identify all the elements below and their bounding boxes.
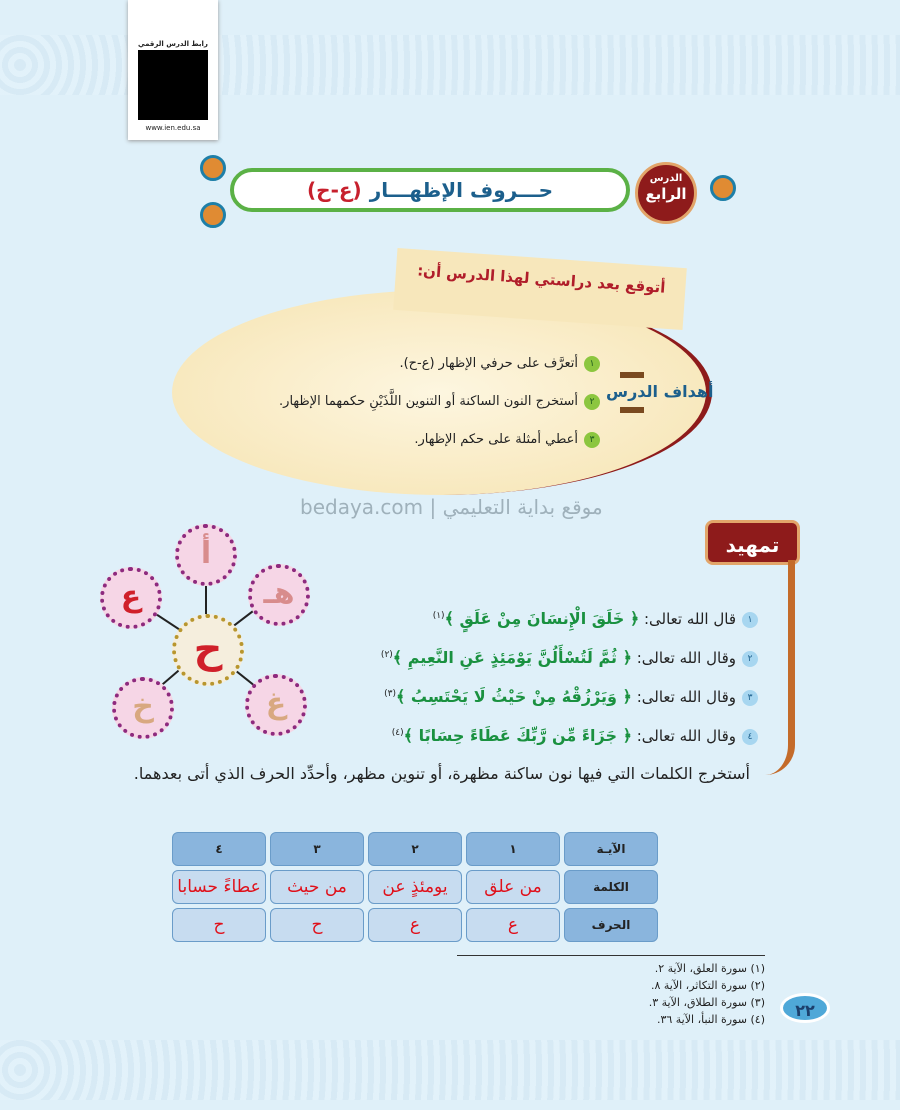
ornament-icon [200,155,226,181]
answer-cell[interactable]: عطاءً حسابا [172,870,266,904]
verse-number: ٣ [742,690,758,706]
answer-cell[interactable]: يومئذٍ عن [368,870,462,904]
table-cell: ٢ [368,832,462,866]
verse-intro: وقال الله تعالى: [636,688,736,706]
goal-text: أعطي أمثلة على حكم الإظهار. [414,432,578,447]
footnote: (١) سورة العلق، الآية ٢. [654,962,765,975]
verse-intro: وقال الله تعالى: [636,727,736,745]
answer-cell[interactable]: ح [172,908,266,942]
letter-ain: ع [100,567,162,629]
watermark: bedaya.com | موقع بداية التعليمي [300,495,603,519]
tamhid-badge: تمهيد [705,520,800,565]
page-number: ٢٢ [780,993,830,1023]
lesson-title [230,168,630,212]
goal-number: ٣ [584,432,600,448]
bottom-pattern [0,1040,900,1100]
row-header: الكلمة [564,870,658,904]
verse-item [308,598,758,637]
qr-caption: رابط الدرس الرقمي [138,40,208,48]
letter-ghain: غ [245,674,307,736]
verse-ref: (٤) [391,728,404,738]
qr-card[interactable] [128,0,218,140]
letter-kha: خ [112,677,174,739]
verse-number: ٤ [742,729,758,745]
goal-item [205,383,600,421]
goal-item [205,345,600,383]
goal-text: أتعرَّف على حرفي الإظهار (ع-ح). [399,356,578,371]
title-text: حـــروف الإظهـــار [369,178,553,202]
table-cell: ٤ [172,832,266,866]
table-row [172,832,658,866]
row-header: الحرف [564,908,658,942]
answer-cell[interactable]: من علق [466,870,560,904]
footnote: (٤) سورة النبأ، الآية ٣٦. [656,1013,765,1026]
letter-haa-center: ح [172,614,244,686]
answer-table [168,828,662,946]
answer-cell[interactable]: ع [466,908,560,942]
goals-intro: أتوقع بعد دراستي لهذا الدرس أن: [393,248,687,330]
table-cell: ١ [466,832,560,866]
arrow-icon [620,407,644,413]
answer-cell[interactable]: ع [368,908,462,942]
row-header: الآيـة [564,832,658,866]
verses-list [308,598,758,754]
verse-text: ﴿ وَيَرْزُقْهُ مِنْ حَيْثُ لَا يَحْتَسِبُ ﴾ [395,687,632,706]
answer-cell[interactable]: من حيث [270,870,364,904]
verse-item [308,676,758,715]
qr-url[interactable]: www.ien.edu.sa [145,124,201,132]
title-letters: (ع-ح) [307,178,362,202]
letter-alef: أ [175,524,237,586]
verse-text: ﴿ خَلَقَ الْإِنسَانَ مِنْ عَلَقٍ ﴾ [444,609,640,628]
verse-ref: (٢) [380,650,393,660]
letter-ha: هـ [248,564,310,626]
lesson-banner [140,150,760,230]
verse-item [308,637,758,676]
instruction: أستخرج الكلمات التي فيها نون ساكنة مظهرة، أو تنوين مظهر، وأحدِّد الحرف الذي أتى بعدهما. [133,764,750,783]
ornament-icon [710,175,736,201]
lesson-number: الرابع [645,185,687,203]
table-row [172,870,658,904]
verse-intro: قال الله تعالى: [643,610,736,628]
letters-diagram [100,522,300,742]
verse-text: ﴿ جَزَاءً مِّن رَّبِّكَ عَطَاءً حِسَابًا ﴾ [403,726,632,745]
footnote-divider [457,955,765,956]
verse-number: ٢ [742,651,758,667]
ornament-icon [200,202,226,228]
goal-number: ٢ [584,394,600,410]
footnote: (٢) سورة التكاثر، الآية ٨. [650,979,765,992]
lesson-label: الدرس [649,173,683,184]
lesson-badge [635,162,697,224]
goal-item [205,421,600,459]
footnotes [560,960,765,1028]
goals-label: أهداف الدرس [606,382,714,401]
table-cell: ٣ [270,832,364,866]
table-row [172,908,658,942]
goal-text: أستخرج النون الساكنة أو التنوين اللَّذَيْنِ حكمهما الإظهار. [279,394,578,409]
verse-item [308,715,758,754]
arrow-icon [620,372,644,378]
goals-list [205,345,600,459]
qr-code-icon[interactable] [138,50,208,120]
verse-number: ١ [742,612,758,628]
verse-ref: (٣) [384,689,396,699]
footnote: (٣) سورة الطلاق، الآية ٣. [648,996,765,1009]
decorative-branch [765,560,795,775]
verse-ref: (١) [432,611,445,621]
goal-number: ١ [584,356,600,372]
verse-intro: وقال الله تعالى: [636,649,736,667]
verse-text: ﴿ ثُمَّ لَتُسْأَلُنَّ يَوْمَئِذٍ عَنِ النَّعِيمِ ﴾ [392,648,632,667]
answer-cell[interactable]: ح [270,908,364,942]
